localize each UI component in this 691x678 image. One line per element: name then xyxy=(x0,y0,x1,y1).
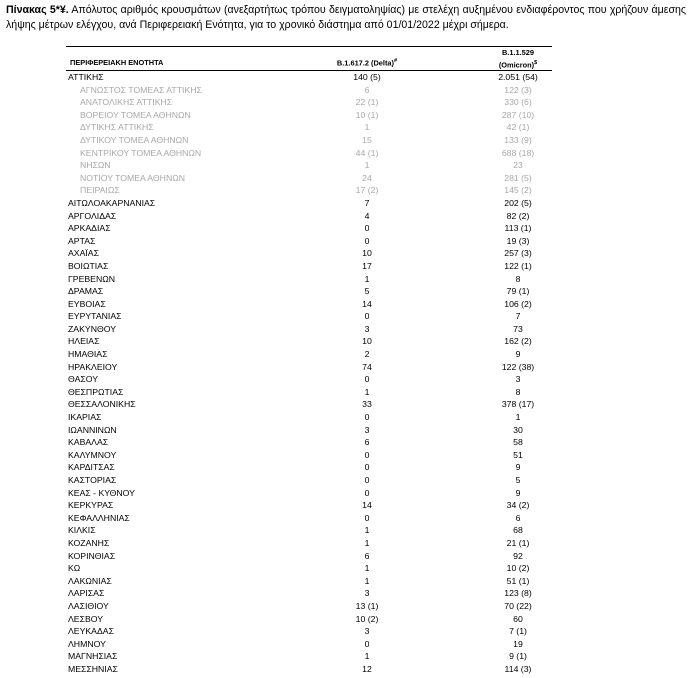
omicron-count: 330 (6) xyxy=(504,97,532,108)
table-row xyxy=(0,210,691,223)
region-name: ΔΡΑΜΑΣ xyxy=(68,286,104,297)
table-row xyxy=(0,247,691,260)
caption-text: Απόλυτος αριθμός κρουσμάτων (ανεξαρτήτως τρόπου δειγματοληψίας) με στελέχη αυξημένου ενδιαφέροντος που χρήζουν άμεσης λήψης μέτρων ελέγχου, ανά Περιφερειακή Ενότητα, για το χρονικό διάστημα από 01/01/2022 μέχρι σήμερα. xyxy=(6,4,686,31)
table-row xyxy=(0,96,691,109)
table-caption xyxy=(6,3,686,33)
table-row xyxy=(0,537,691,550)
region-name: ΗΜΑΘΙΑΣ xyxy=(68,349,108,360)
delta-count: 0 xyxy=(364,235,370,246)
omicron-count: 162 (2) xyxy=(504,336,532,347)
table-row xyxy=(0,562,691,575)
table-row xyxy=(0,134,691,147)
region-name: ΜΕΣΣΗΝΙΑΣ xyxy=(68,663,118,674)
omicron-count: 7 xyxy=(515,311,521,322)
table-row xyxy=(0,84,691,97)
table-row xyxy=(0,449,691,462)
region-name: ΚΑΛΥΜΝΟΥ xyxy=(68,449,117,460)
header-omicron-line1: B.1.1.529 xyxy=(501,48,535,57)
delta-count: 1 xyxy=(364,273,370,284)
region-name: ΙΩΑΝΝΙΝΩΝ xyxy=(68,424,117,435)
region-name: ΔΥΤΙΚΗΣ ΑΤΤΙΚΗΣ xyxy=(80,122,154,133)
omicron-count: 688 (18) xyxy=(501,147,535,158)
region-name: ΚΟΡΙΝΘΙΑΣ xyxy=(68,550,116,561)
table-row xyxy=(0,109,691,122)
table-row xyxy=(0,386,691,399)
delta-count: 10 (1) xyxy=(355,109,379,120)
region-name: ΑΡΓΟΛΙΔΑΣ xyxy=(68,210,117,221)
header-omicron-line2 xyxy=(458,60,578,69)
table-row xyxy=(0,663,691,676)
region-name: ΚΕΑΣ - ΚΥΘΝΟΥ xyxy=(68,487,135,498)
region-name: ΚΟΖΑΝΗΣ xyxy=(68,537,110,548)
table-row xyxy=(0,348,691,361)
delta-count: 15 xyxy=(362,134,372,145)
omicron-count: 257 (3) xyxy=(504,248,532,259)
caption-label: Πίνακας 5*¥. xyxy=(6,4,69,16)
table-row xyxy=(0,461,691,474)
delta-count: 6 xyxy=(364,550,370,561)
table-row xyxy=(0,184,691,197)
omicron-count: 2.051 (54) xyxy=(498,72,538,82)
table-row xyxy=(0,235,691,248)
delta-count: 0 xyxy=(364,462,370,473)
table-row xyxy=(0,524,691,537)
delta-count: 3 xyxy=(364,323,370,334)
delta-count: 5 xyxy=(364,286,370,297)
omicron-count: 82 (2) xyxy=(506,210,530,221)
header-omicron-label: (Omicron) xyxy=(498,60,535,70)
table-row xyxy=(0,159,691,172)
delta-count: 3 xyxy=(364,626,370,637)
omicron-count: 58 xyxy=(513,437,523,448)
omicron-count: 8 xyxy=(515,386,521,397)
delta-count: 1 xyxy=(364,160,370,171)
omicron-count: 34 (2) xyxy=(506,500,530,511)
omicron-count: 145 (2) xyxy=(504,185,532,196)
table-row xyxy=(0,373,691,386)
omicron-count: 114 (3) xyxy=(504,663,532,674)
table-row xyxy=(0,512,691,525)
delta-count: 6 xyxy=(364,84,370,95)
table-row xyxy=(0,436,691,449)
delta-count: 0 xyxy=(364,512,370,523)
table-row xyxy=(0,411,691,424)
table-row xyxy=(0,600,691,613)
region-name: ΘΑΣΟΥ xyxy=(68,374,99,385)
region-name: ΘΕΣΠΡΩΤΙΑΣ xyxy=(68,386,124,397)
table-top-rule xyxy=(66,46,552,47)
omicron-count: 133 (9) xyxy=(504,134,532,145)
delta-count: 6 xyxy=(364,437,370,448)
region-name: ΑΡΚΑΔΙΑΣ xyxy=(68,223,111,234)
region-name: ΚΕΦΑΛΛΗΝΙΑΣ xyxy=(68,512,130,523)
table-row xyxy=(0,550,691,563)
delta-count: 1 xyxy=(364,525,370,536)
table-row xyxy=(0,197,691,210)
omicron-count: 42 (1) xyxy=(506,122,530,133)
region-name: ΛΑΡΙΣΑΣ xyxy=(68,588,105,599)
region-name: ΝΟΤΙΟΥ ΤΟΜΕΑ ΑΘΗΝΩΝ xyxy=(80,172,185,183)
omicron-count: 70 (22) xyxy=(504,600,532,611)
delta-count: 33 xyxy=(362,399,372,410)
omicron-count: 51 xyxy=(513,449,523,460)
header-delta xyxy=(307,58,427,67)
omicron-count: 21 (1) xyxy=(506,537,530,548)
omicron-count: 5 xyxy=(515,475,521,485)
header-delta-label: B.1.617.2 (Delta) xyxy=(336,58,395,68)
delta-count: 13 (1) xyxy=(355,600,379,611)
table-body xyxy=(0,71,691,676)
delta-count: 0 xyxy=(364,638,370,649)
omicron-count: 79 (1) xyxy=(506,286,530,297)
delta-count: 22 (1) xyxy=(355,97,379,108)
table-row xyxy=(0,650,691,663)
region-name: ΖΑΚΥΝΘΟΥ xyxy=(68,323,116,334)
table-row xyxy=(0,575,691,588)
omicron-count: 1 xyxy=(515,412,521,423)
delta-count: 14 xyxy=(362,298,372,309)
header-delta-sup: # xyxy=(394,58,398,64)
delta-count: 0 xyxy=(364,223,370,234)
delta-count: 0 xyxy=(364,449,370,460)
delta-count: 0 xyxy=(364,412,370,423)
delta-count: 1 xyxy=(364,386,370,397)
delta-count: 10 (2) xyxy=(355,613,379,624)
omicron-count: 60 xyxy=(513,613,523,624)
delta-count: 1 xyxy=(364,563,370,574)
omicron-count: 19 (3) xyxy=(506,235,530,246)
region-name: ΒΟΡΕΙΟΥ ΤΟΜΕΑ ΑΘΗΝΩΝ xyxy=(80,109,191,120)
region-name: ΑΧΑΪΑΣ xyxy=(68,248,99,259)
table-row xyxy=(0,361,691,374)
region-name: ΘΕΣΣΑΛΟΝΙΚΗΣ xyxy=(68,399,136,410)
delta-count: 140 (5) xyxy=(353,72,381,82)
delta-count: 14 xyxy=(362,500,372,511)
table-row xyxy=(0,273,691,286)
omicron-count: 122 (1) xyxy=(504,260,532,271)
table-row xyxy=(0,260,691,273)
region-name: ΚΩ xyxy=(68,563,81,574)
region-name: ΙΚΑΡΙΑΣ xyxy=(68,412,102,423)
omicron-count: 123 (8) xyxy=(504,588,532,599)
omicron-count: 51 (1) xyxy=(506,575,530,586)
omicron-count: 122 (38) xyxy=(501,361,535,372)
delta-count: 0 xyxy=(364,374,370,385)
omicron-count: 113 (1) xyxy=(504,223,532,234)
omicron-count: 7 (1) xyxy=(509,626,527,637)
omicron-count: 106 (2) xyxy=(504,298,532,309)
table-row xyxy=(0,424,691,437)
table-row xyxy=(0,487,691,500)
omicron-count: 122 (3) xyxy=(504,84,532,95)
region-name: ΚΑΒΑΛΑΣ xyxy=(68,437,109,448)
omicron-count: 23 xyxy=(513,160,523,171)
region-name: ΠΕΙΡΑΙΩΣ xyxy=(80,185,120,196)
omicron-count: 202 (5) xyxy=(504,197,532,208)
delta-count: 2 xyxy=(364,349,370,360)
omicron-count: 6 xyxy=(515,512,521,523)
omicron-count: 30 xyxy=(513,424,523,435)
region-name: ΚΑΣΤΟΡΙΑΣ xyxy=(68,475,117,485)
delta-count: 1 xyxy=(364,575,370,586)
region-name: ΑΙΤΩΛΟΑΚΑΡΝΑΝΙΑΣ xyxy=(68,197,156,208)
region-name: ΚΕΝΤΡΙΚΟΥ ΤΟΜΕΑ ΑΘΗΝΩΝ xyxy=(80,147,202,158)
region-name: ΔΥΤΙΚΟΥ ΤΟΜΕΑ ΑΘΗΝΩΝ xyxy=(80,134,189,145)
delta-count: 3 xyxy=(364,588,370,599)
region-name: ΒΟΙΩΤΙΑΣ xyxy=(68,260,109,271)
region-name: ΗΡΑΚΛΕΙΟΥ xyxy=(68,361,118,372)
delta-count: 44 (1) xyxy=(355,147,379,158)
region-name: ΑΤΤΙΚΗΣ xyxy=(68,72,104,82)
omicron-count: 281 (5) xyxy=(504,172,532,183)
table-row xyxy=(0,222,691,235)
delta-count: 0 xyxy=(364,487,370,498)
region-name: ΜΑΓΝΗΣΙΑΣ xyxy=(68,651,118,662)
delta-count: 1 xyxy=(364,537,370,548)
region-name: ΛΑΚΩΝΙΑΣ xyxy=(68,575,112,586)
omicron-count: 3 xyxy=(515,374,521,385)
region-name: ΛΕΥΚΑΔΑΣ xyxy=(68,626,114,637)
omicron-count: 9 xyxy=(515,349,521,360)
omicron-count: 9 xyxy=(515,462,521,473)
table-row xyxy=(0,323,691,336)
delta-count: 10 xyxy=(362,248,372,259)
region-name: ΑΓΝΩΣΤΟΣ ΤΟΜΕΑΣ ΑΤΤΙΚΗΣ xyxy=(80,84,202,95)
region-name: ΕΥΡΥΤΑΝΙΑΣ xyxy=(68,311,122,322)
delta-count: 4 xyxy=(364,210,370,221)
region-name: ΑΝΑΤΟΛΙΚΗΣ ΑΤΤΙΚΗΣ xyxy=(80,97,173,108)
region-name: ΝΗΣΩΝ xyxy=(80,160,111,171)
header-region: ΠΕΡΙΦΕΡΕΙΑΚΗ ΕΝΟΤΗΤΑ xyxy=(70,58,164,67)
delta-count: 1 xyxy=(364,651,370,662)
table-row xyxy=(0,71,691,84)
table-row xyxy=(0,285,691,298)
omicron-count: 19 xyxy=(513,638,523,649)
table-row xyxy=(0,613,691,626)
table-row xyxy=(0,587,691,600)
omicron-count: 8 xyxy=(515,273,521,284)
delta-count: 7 xyxy=(364,197,370,208)
table-row xyxy=(0,172,691,185)
table-row xyxy=(0,499,691,512)
table-row xyxy=(0,398,691,411)
delta-count: 17 xyxy=(362,260,372,271)
table-row xyxy=(0,638,691,651)
delta-count: 24 xyxy=(362,172,372,183)
region-name: ΕΥΒΟΙΑΣ xyxy=(68,298,106,309)
region-name: ΚΑΡΔΙΤΣΑΣ xyxy=(68,462,115,473)
table-row xyxy=(0,298,691,311)
delta-count: 1 xyxy=(364,122,370,133)
omicron-count: 73 xyxy=(513,323,523,334)
omicron-count: 378 (17) xyxy=(501,399,535,410)
delta-count: 10 xyxy=(362,336,372,347)
omicron-count: 9 (1) xyxy=(509,651,527,662)
table-row xyxy=(0,310,691,323)
delta-count: 12 xyxy=(362,663,372,674)
delta-count: 3 xyxy=(364,424,370,435)
table-row xyxy=(0,625,691,638)
header-omicron-sup: $ xyxy=(534,60,538,66)
delta-count: 74 xyxy=(362,361,372,372)
region-name: ΚΙΛΚΙΣ xyxy=(68,525,96,536)
region-name: ΚΕΡΚΥΡΑΣ xyxy=(68,500,114,511)
omicron-count: 92 xyxy=(513,550,523,561)
omicron-count: 10 (2) xyxy=(506,563,530,574)
delta-count: 0 xyxy=(364,475,370,485)
omicron-count: 9 xyxy=(515,487,521,498)
region-name: ΛΕΣΒΟΥ xyxy=(68,613,104,624)
omicron-count: 287 (10) xyxy=(501,109,535,120)
table-row xyxy=(0,335,691,348)
table-row xyxy=(0,121,691,134)
region-name: ΗΛΕΙΑΣ xyxy=(68,336,100,347)
region-name: ΛΗΜΝΟΥ xyxy=(68,638,106,649)
delta-count: 17 (2) xyxy=(355,185,379,196)
delta-count: 0 xyxy=(364,311,370,322)
region-name: ΛΑΣΙΘΙΟΥ xyxy=(68,600,109,611)
region-name: ΓΡΕΒΕΝΩΝ xyxy=(68,273,116,284)
region-name: ΑΡΤΑΣ xyxy=(68,235,96,246)
omicron-count: 68 xyxy=(513,525,523,536)
table-row xyxy=(0,147,691,160)
table-row xyxy=(0,474,691,487)
